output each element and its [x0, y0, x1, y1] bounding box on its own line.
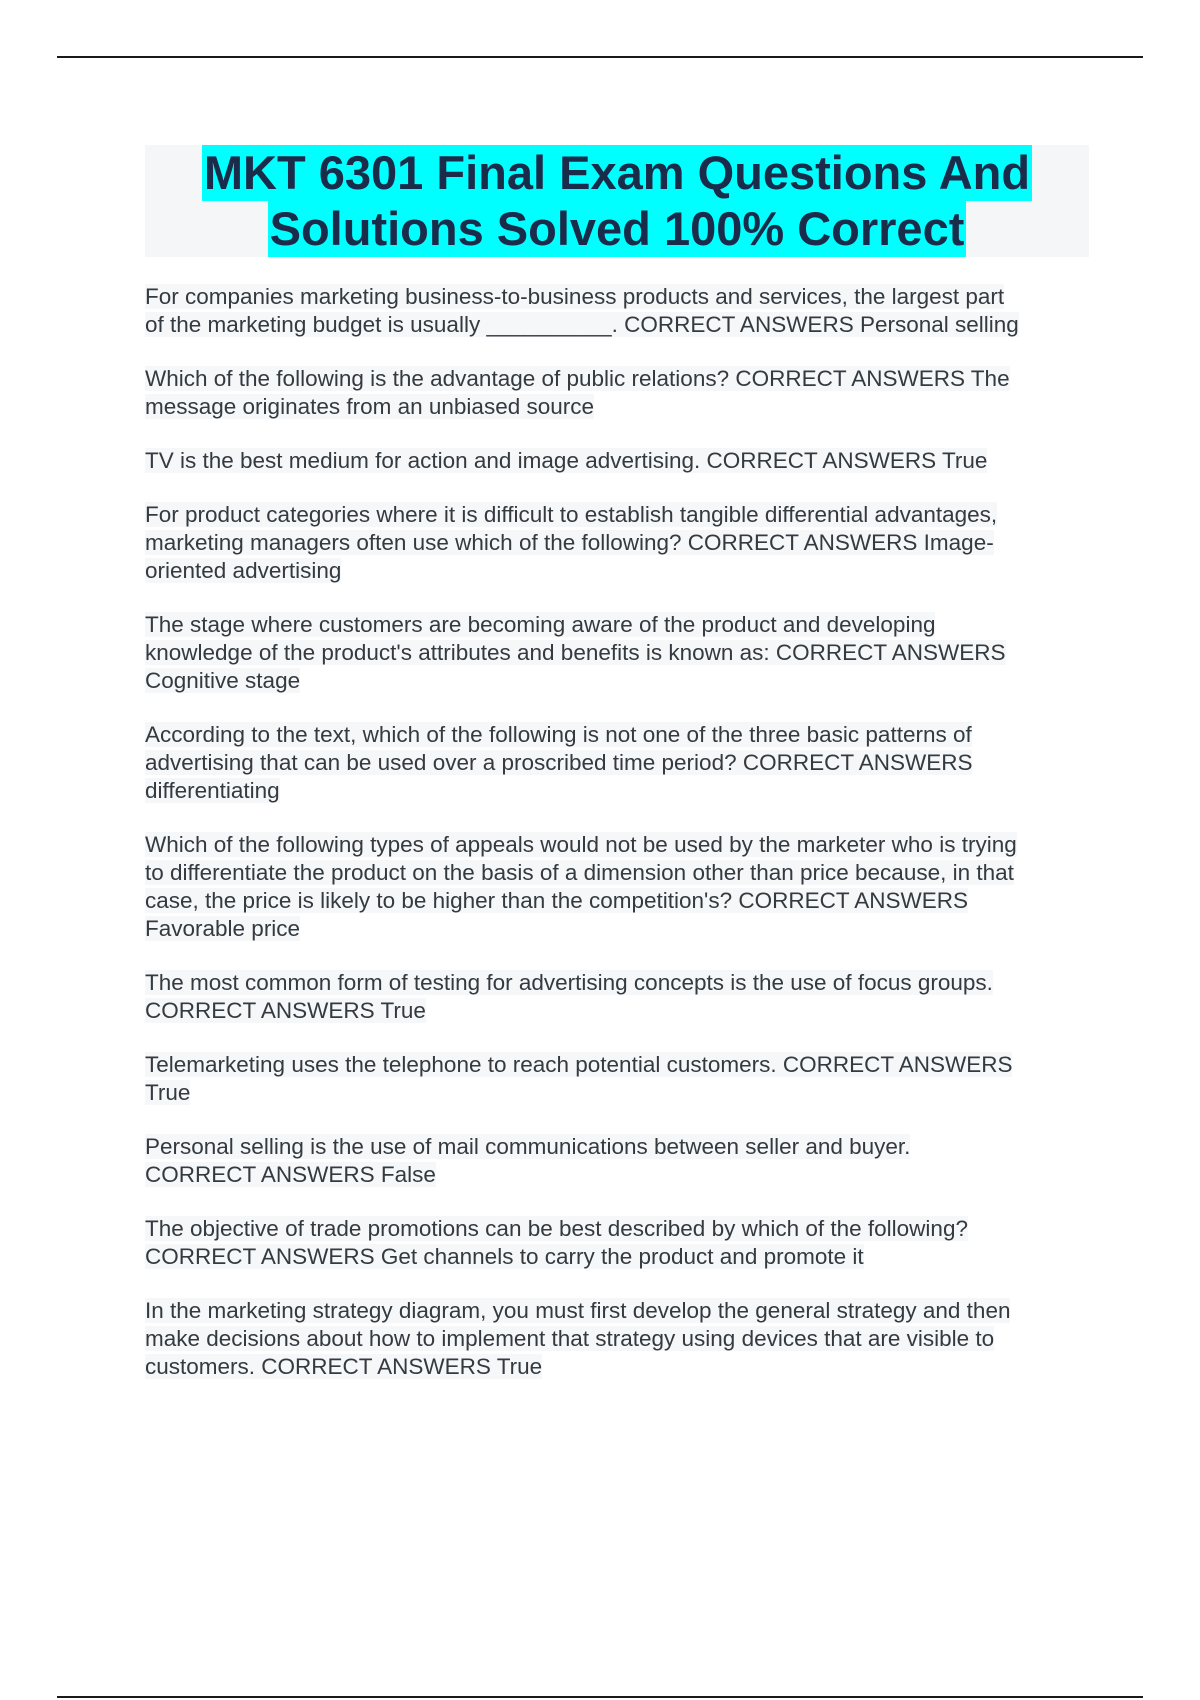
qa-text-line: Cognitive stage: [145, 668, 301, 693]
qa-item: [145, 283, 1091, 339]
qa-item: [145, 721, 1091, 805]
qa-text-line: Telemarketing uses the telephone to reach potential customers. CORRECT ANSWERS: [145, 1052, 1013, 1077]
document-title: [145, 145, 1089, 257]
qa-text-line: case, the price is likely to be higher than the competition's? CORRECT ANSWERS: [145, 888, 968, 913]
qa-item: [145, 1215, 1091, 1271]
qa-text-line: TV is the best medium for action and image advertising. CORRECT ANSWERS True: [145, 448, 988, 473]
qa-item: [145, 611, 1091, 695]
qa-text-line: make decisions about how to implement that strategy using devices that are visible to: [145, 1326, 995, 1351]
qa-text-line: The objective of trade promotions can be best described by which of the following?: [145, 1216, 968, 1241]
qa-text-line: Which of the following types of appeals would not be used by the marketer who is trying: [145, 832, 1017, 857]
qa-text-line: For companies marketing business-to-business products and services, the largest part: [145, 284, 1005, 309]
qa-list: [145, 283, 1091, 1407]
qa-text-line: to differentiate the product on the basis of a dimension other than price because, in that: [145, 860, 1014, 885]
qa-text-line: of the marketing budget is usually __________. CORRECT ANSWERS Personal selling: [145, 312, 1019, 337]
qa-text-line: message originates from an unbiased source: [145, 394, 595, 419]
qa-text-line: Which of the following is the advantage of public relations? CORRECT ANSWERS The: [145, 366, 1010, 391]
qa-text-line: advertising that can be used over a proscribed time period? CORRECT ANSWERS: [145, 750, 973, 775]
qa-item: [145, 831, 1091, 943]
qa-item: [145, 1051, 1091, 1107]
qa-item: [145, 365, 1091, 421]
qa-text-line: CORRECT ANSWERS Get channels to carry the product and promote it: [145, 1244, 864, 1269]
qa-text-line: customers. CORRECT ANSWERS True: [145, 1354, 543, 1379]
qa-text-line: According to the text, which of the following is not one of the three basic patterns of: [145, 722, 972, 747]
qa-text-line: In the marketing strategy diagram, you must first develop the general strategy and then: [145, 1298, 1011, 1323]
qa-text-line: differentiating: [145, 778, 280, 803]
qa-text-line: CORRECT ANSWERS False: [145, 1162, 436, 1187]
qa-text-line: For product categories where it is difficult to establish tangible differential advantages,: [145, 502, 998, 527]
qa-text-line: CORRECT ANSWERS True: [145, 998, 426, 1023]
bottom-rule: [57, 1696, 1143, 1698]
qa-text-line: knowledge of the product's attributes and benefits is known as: CORRECT ANSWERS: [145, 640, 1006, 665]
qa-text-line: The stage where customers are becoming aware of the product and developing: [145, 612, 936, 637]
title-line-2: Solutions Solved 100% Correct: [269, 202, 965, 255]
qa-item: [145, 1297, 1091, 1381]
qa-text-line: marketing managers often use which of the following? CORRECT ANSWERS Image-: [145, 530, 994, 555]
qa-item: [145, 501, 1091, 585]
qa-item: [145, 969, 1091, 1025]
title-line-1: MKT 6301 Final Exam Questions And: [203, 146, 1031, 199]
qa-text-line: True: [145, 1080, 191, 1105]
qa-text-line: The most common form of testing for advertising concepts is the use of focus groups.: [145, 970, 993, 995]
qa-item: [145, 1133, 1091, 1189]
top-rule: [57, 56, 1143, 58]
qa-text-line: Favorable price: [145, 916, 301, 941]
qa-text-line: Personal selling is the use of mail communications between seller and buyer.: [145, 1134, 911, 1159]
qa-text-line: oriented advertising: [145, 558, 342, 583]
qa-item: [145, 447, 1091, 475]
